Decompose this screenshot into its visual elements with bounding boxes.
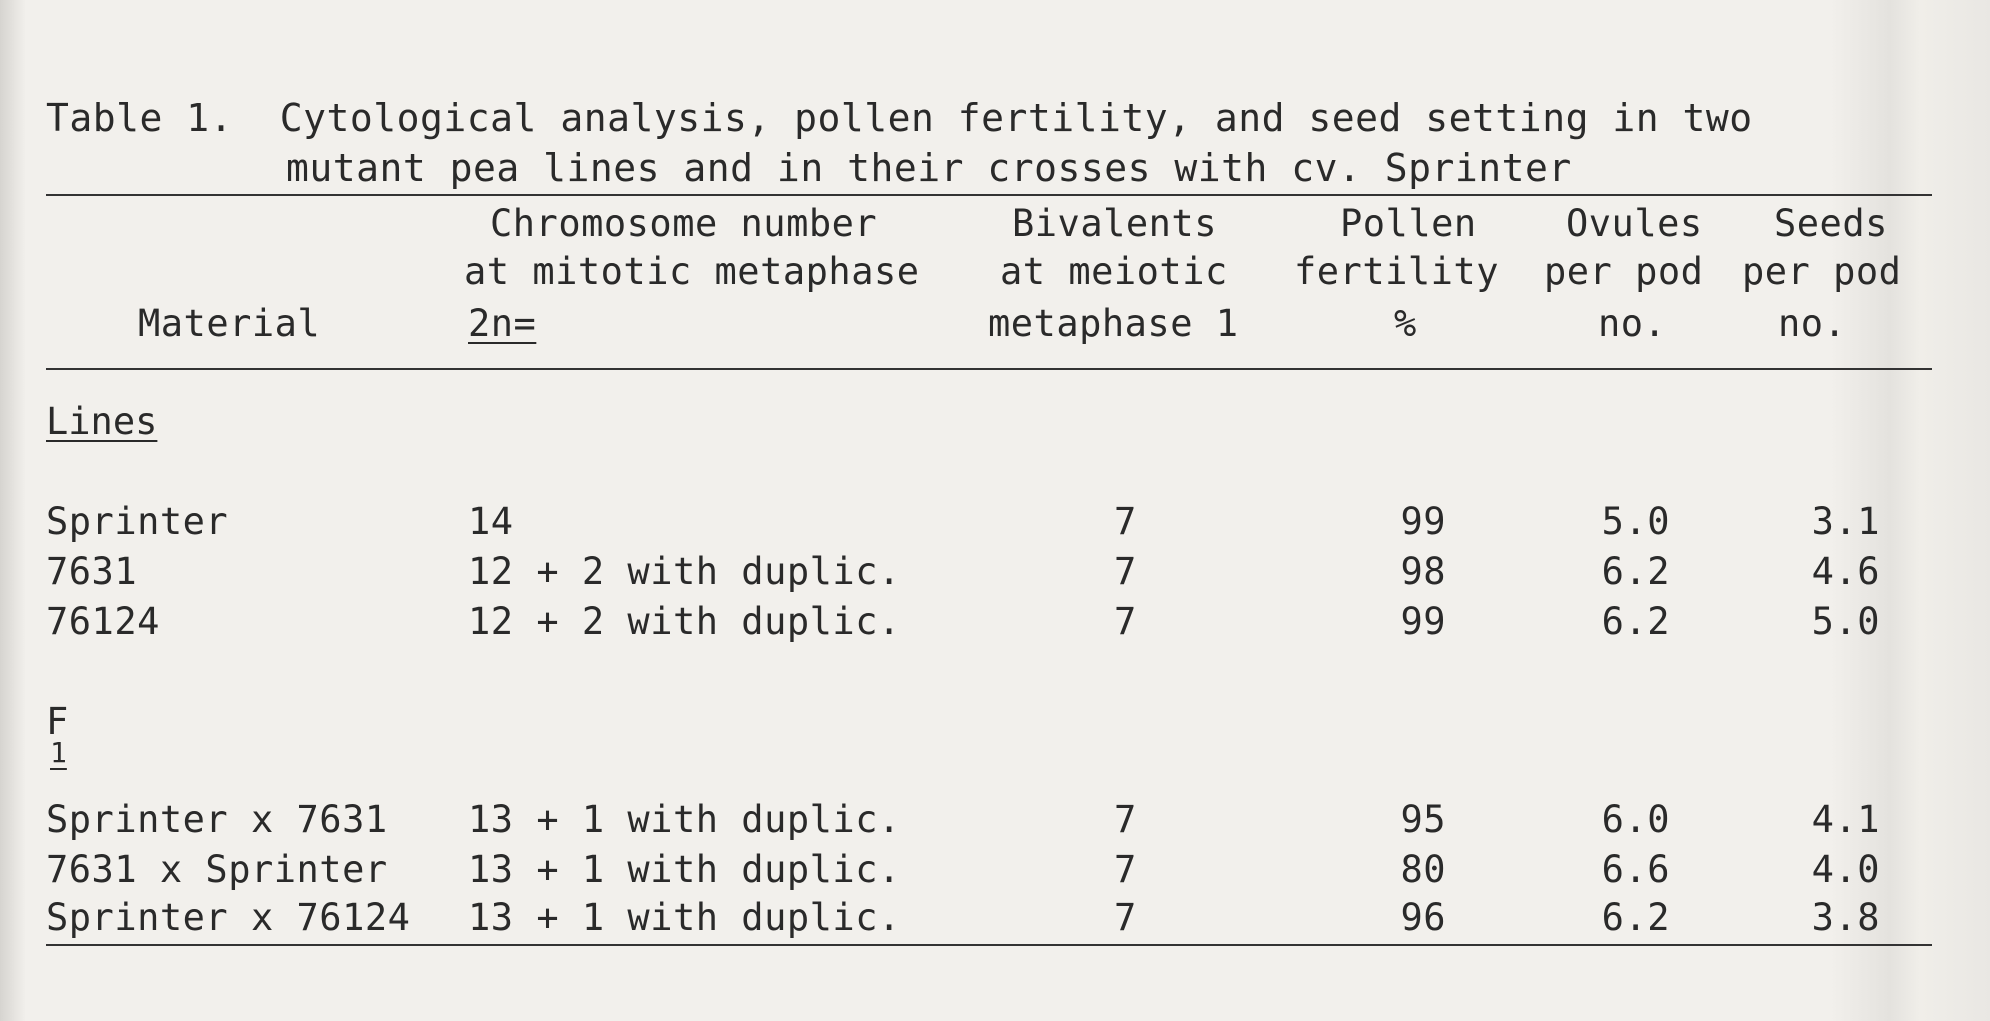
table-cell-ovules: 6.2: [1601, 600, 1670, 643]
table-cell-seeds: 3.8: [1811, 896, 1880, 939]
table-cell-chromosome: 12 + 2 with duplic.: [468, 550, 901, 593]
table-cell-pollen: 95: [1400, 798, 1446, 841]
section-label-f1-subscript: 1: [50, 736, 67, 769]
table-cell-pollen: 99: [1400, 600, 1446, 643]
table-cell-bivalents: 7: [1114, 500, 1137, 543]
header-ovules-line-2: per pod: [1544, 250, 1704, 293]
table-cell-pollen: 96: [1400, 896, 1446, 939]
header-ovules-line-3: no.: [1598, 302, 1667, 345]
section-label-lines: Lines: [46, 400, 158, 443]
table-cell-bivalents: 7: [1114, 798, 1137, 841]
table-cell-chromosome: 13 + 1 with duplic.: [468, 896, 901, 939]
header-pollen-line-1: Pollen: [1340, 202, 1477, 245]
table-cell-bivalents: 7: [1114, 550, 1137, 593]
table-top-rule: [46, 194, 1932, 196]
table-cell-bivalents: 7: [1114, 896, 1137, 939]
header-bivalents-line-2: at meiotic: [1000, 250, 1228, 293]
header-chromosome-line-3: 2n=: [468, 302, 537, 345]
header-bivalents-line-3: metaphase 1: [988, 302, 1239, 345]
table-cell-bivalents: 7: [1114, 848, 1137, 891]
page-shadow-left: [0, 0, 26, 1021]
header-seeds-line-2: per pod: [1742, 250, 1902, 293]
table-cell-seeds: 4.1: [1811, 798, 1880, 841]
header-chromosome-line-2: at mitotic metaphase: [464, 250, 920, 293]
table-cell-seeds: 5.0: [1811, 600, 1880, 643]
table-cell-pollen: 98: [1400, 550, 1446, 593]
table-cell-pollen: 80: [1400, 848, 1446, 891]
section-label-f1-main: F: [46, 700, 69, 743]
table-caption-line-2: mutant pea lines and in their crosses with cv. Sprinter: [286, 146, 1572, 190]
section-label-f1: [46, 700, 69, 769]
table-cell-seeds: 3.1: [1811, 500, 1880, 543]
table-cell-seeds: 4.6: [1811, 550, 1880, 593]
table-cell-material: Sprinter: [46, 500, 229, 543]
header-pollen-line-2: fertility: [1294, 250, 1499, 293]
header-pollen-line-3: %: [1394, 302, 1417, 345]
table-cell-material: 7631 x Sprinter: [46, 848, 388, 891]
table-cell-ovules: 6.6: [1601, 848, 1670, 891]
table-cell-seeds: 4.0: [1811, 848, 1880, 891]
table-cell-ovules: 5.0: [1601, 500, 1670, 543]
table-cell-material: Sprinter x 76124: [46, 896, 411, 939]
table-cell-ovules: 6.2: [1601, 550, 1670, 593]
header-seeds-line-3: no.: [1778, 302, 1847, 345]
table-cell-chromosome: 14: [468, 500, 514, 543]
header-material: Material: [138, 302, 321, 345]
table-cell-ovules: 6.2: [1601, 896, 1670, 939]
table-cell-chromosome: 13 + 1 with duplic.: [468, 848, 901, 891]
table-cell-material: 7631: [46, 550, 138, 593]
table-bottom-rule: [46, 944, 1932, 946]
table-cell-pollen: 99: [1400, 500, 1446, 543]
header-chromosome-line-1: Chromosome number: [490, 202, 878, 245]
table-caption-line-1: Table 1. Cytological analysis, pollen fertility, and seed setting in two: [46, 96, 1753, 140]
header-bivalents-line-1: Bivalents: [1012, 202, 1217, 245]
header-ovules-line-1: Ovules: [1566, 202, 1703, 245]
table-cell-bivalents: 7: [1114, 600, 1137, 643]
table-cell-chromosome: 13 + 1 with duplic.: [468, 798, 901, 841]
table-cell-ovules: 6.0: [1601, 798, 1670, 841]
table-cell-material: 76124: [46, 600, 160, 643]
table-cell-material: Sprinter x 7631: [46, 798, 388, 841]
header-bottom-rule: [46, 368, 1932, 370]
table-cell-chromosome: 12 + 2 with duplic.: [468, 600, 901, 643]
header-seeds-line-1: Seeds: [1774, 202, 1888, 245]
